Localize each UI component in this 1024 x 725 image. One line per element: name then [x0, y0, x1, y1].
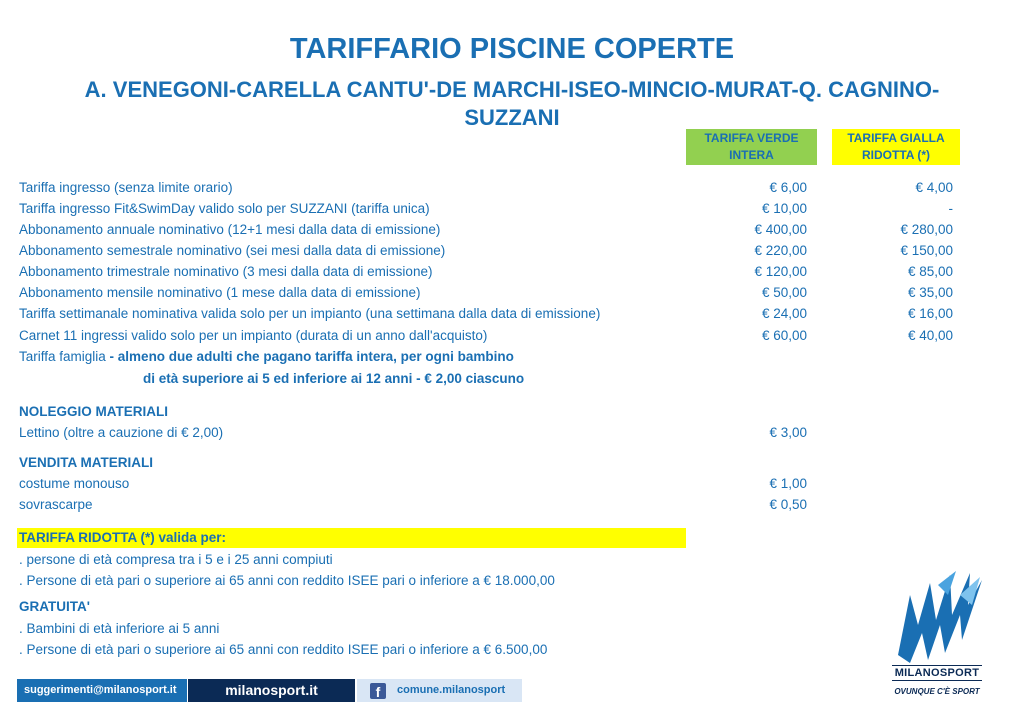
price-yellow: € 16,00	[907, 306, 953, 321]
price-green: € 50,00	[761, 285, 807, 300]
free-heading: GRATUITA'	[19, 599, 90, 614]
subtitle-line-1: A. VENEGONI-CARELLA CANTU'-DE MARCHI-ISEO-MINCIO-MURAT-Q. CAGNINO-	[84, 77, 940, 102]
price-yellow: € 85,00	[907, 264, 953, 279]
family-label: Tariffa famiglia	[19, 349, 106, 364]
page-title: TARIFFARIO PISCINE COPERTE	[289, 33, 735, 65]
price-label: Tariffa ingresso Fit&SwimDay valido solo per SUZZANI (tariffa unica)	[19, 201, 430, 216]
price-green: € 24,00	[761, 306, 807, 321]
yellow-line-2: RIDOTTA (*)	[862, 148, 930, 162]
price-row	[19, 178, 959, 198]
rental-label: Lettino (oltre a cauzione di € 2,00)	[19, 425, 224, 440]
rental-heading: NOLEGGIO MATERIALI	[19, 404, 168, 419]
price-label: Abbonamento mensile nominativo (1 mese dalla data di emissione)	[19, 285, 421, 300]
reduced-heading: TARIFFA RIDOTTA (*) valida per:	[19, 530, 227, 545]
price-label: Abbonamento semestrale nominativo (sei mesi dalla data di emissione)	[19, 243, 446, 258]
price-row	[19, 304, 959, 324]
sale-row	[19, 495, 959, 515]
family-text-1: - almeno due adulti che pagano tariffa intera, per ogni bambino	[105, 349, 514, 364]
footer-facebook-link[interactable]	[357, 679, 522, 702]
page-subtitle	[0, 76, 1024, 132]
free-line: . Persone di età pari o superiore ai 65 anni con reddito ISEE pari o inferiore a € 6.500,00	[19, 642, 548, 657]
price-row	[19, 220, 959, 240]
subtitle-line-2: SUZZANI	[464, 105, 560, 130]
green-line-1: TARIFFA VERDE	[704, 131, 799, 145]
family-tariff-line-1	[19, 347, 514, 367]
family-tariff-line-2: di età superiore ai 5 ed inferiore ai 12 anni - € 2,00 ciascuno	[143, 371, 525, 386]
price-row	[19, 262, 959, 282]
column-header-yellow	[832, 129, 960, 165]
reduced-line: . persone di età compresa tra i 5 e i 25 anni compiuti	[19, 552, 333, 567]
price-label: Abbonamento annuale nominativo (12+1 mesi dalla data di emissione)	[19, 222, 441, 237]
price-row	[19, 283, 959, 303]
free-line: . Bambini di età inferiore ai 5 anni	[19, 621, 220, 636]
milanosport-logo-icon	[890, 565, 990, 705]
footer-email[interactable]: suggerimenti@milanosport.it	[17, 679, 187, 702]
price-label: Carnet 11 ingressi valido solo per un impianto (durata di un anno dall'acquisto)	[19, 328, 488, 343]
sale-heading: VENDITA MATERIALI	[19, 455, 153, 470]
price-yellow: € 35,00	[907, 285, 953, 300]
price-label: Tariffa settimanale nominativa valida solo per un impianto (una settimana dalla data di emissione)	[19, 306, 601, 321]
price-yellow: € 4,00	[915, 180, 953, 195]
sale-price: € 1,00	[769, 476, 807, 491]
facebook-label: comune.milanosport	[397, 684, 506, 696]
price-green: € 60,00	[761, 328, 807, 343]
sale-label: sovrascarpe	[19, 497, 93, 512]
sale-price: € 0,50	[769, 497, 807, 512]
yellow-line-1: TARIFFA GIALLA	[847, 131, 945, 145]
price-yellow: -	[948, 201, 953, 216]
price-green: € 400,00	[754, 222, 807, 237]
price-yellow: € 150,00	[900, 243, 953, 258]
sale-label: costume monouso	[19, 476, 130, 491]
footer-site-link[interactable]: milanosport.it	[188, 679, 355, 702]
price-row	[19, 326, 959, 346]
price-green: € 6,00	[769, 180, 807, 195]
column-header-green	[686, 129, 817, 165]
price-yellow: € 40,00	[907, 328, 953, 343]
sale-row	[19, 474, 959, 494]
price-green: € 220,00	[754, 243, 807, 258]
price-row	[19, 199, 959, 219]
reduced-line: . Persone di età pari o superiore ai 65 anni con reddito ISEE pari o inferiore a € 18.000,00	[19, 573, 555, 588]
logo-wordmark: MILANOSPORT	[892, 665, 982, 681]
facebook-icon: f	[370, 683, 386, 699]
price-label: Tariffa ingresso (senza limite orario)	[19, 180, 233, 195]
rental-price: € 3,00	[769, 425, 807, 440]
green-line-2: INTERA	[729, 148, 774, 162]
logo-tagline: OVUNQUE C'È SPORT	[894, 687, 980, 696]
price-green: € 120,00	[754, 264, 807, 279]
price-yellow: € 280,00	[900, 222, 953, 237]
price-green: € 10,00	[761, 201, 807, 216]
price-row	[19, 241, 959, 261]
price-label: Abbonamento trimestrale nominativo (3 mesi dalla data di emissione)	[19, 264, 433, 279]
rental-row	[19, 423, 959, 443]
